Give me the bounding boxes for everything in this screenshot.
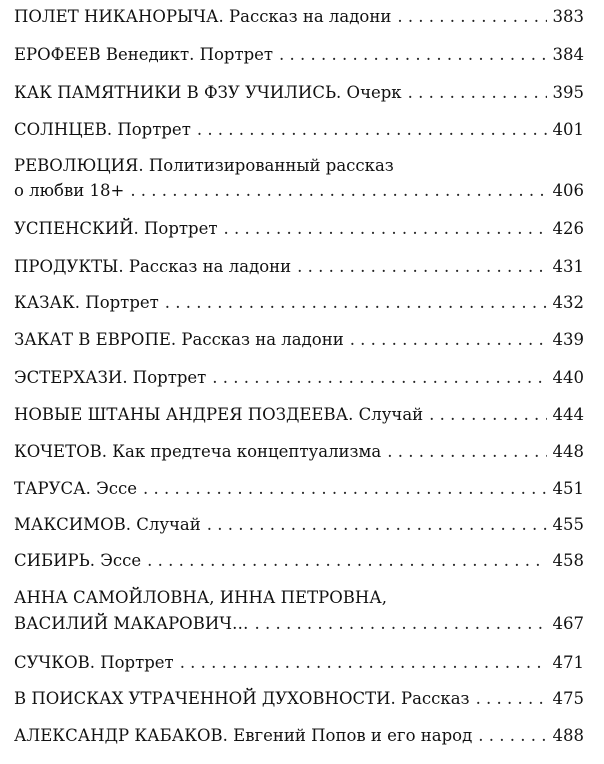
toc-entry-page: 444 bbox=[552, 405, 584, 424]
toc-entry-title: ПРОДУКТЫ. Рассказ на ладони bbox=[14, 257, 292, 276]
toc-entry-title: КОЧЕТОВ. Как предтеча концептуализма bbox=[14, 442, 382, 461]
toc-entry-title: о любви 18+ bbox=[14, 181, 125, 200]
toc-entry-page: 401 bbox=[552, 120, 584, 139]
toc-entry bbox=[14, 83, 584, 103]
dot-leader bbox=[254, 614, 546, 634]
dot-leader bbox=[143, 479, 546, 499]
toc-entry-title: ЭСТЕРХАЗИ. Портрет bbox=[14, 368, 207, 387]
toc-entry bbox=[14, 330, 584, 350]
dot-leader bbox=[212, 368, 546, 388]
toc-entry-page: 426 bbox=[552, 219, 584, 238]
toc-entry-title: СИБИРЬ. Эссе bbox=[14, 551, 142, 570]
toc-entry-page: 488 bbox=[552, 726, 584, 745]
toc-entry-title: КАЗАК. Портрет bbox=[14, 293, 159, 312]
toc-entry-page: 431 bbox=[552, 257, 584, 276]
toc-entry bbox=[14, 7, 584, 27]
toc-entry-title: СОЛНЦЕВ. Портрет bbox=[14, 120, 191, 139]
dot-leader bbox=[429, 405, 546, 425]
toc-entry-title: КАК ПАМЯТНИКИ В ФЗУ УЧИЛИСЬ. Очерк bbox=[14, 83, 402, 102]
toc-entry-page: 439 bbox=[552, 330, 584, 349]
toc-entry-title: МАКСИМОВ. Случай bbox=[14, 515, 201, 534]
toc-entry-page: 406 bbox=[552, 181, 584, 200]
toc-entry bbox=[14, 293, 584, 313]
dot-leader bbox=[279, 45, 546, 65]
toc-entry bbox=[14, 442, 584, 462]
toc-entry bbox=[14, 588, 584, 634]
toc-entry bbox=[14, 479, 584, 499]
toc-entry bbox=[14, 515, 584, 535]
dot-leader bbox=[397, 7, 546, 27]
toc-entry-page: 451 bbox=[552, 479, 584, 498]
dot-leader bbox=[165, 293, 547, 313]
dot-leader bbox=[387, 442, 546, 462]
toc-entry-page: 395 bbox=[552, 83, 584, 102]
toc-entry-title: АЛЕКСАНДР КАБАКОВ. Евгений Попов и его народ bbox=[14, 726, 473, 745]
toc-entry bbox=[14, 726, 584, 746]
dot-leader bbox=[476, 689, 547, 709]
toc-entry-title: СУЧКОВ. Портрет bbox=[14, 653, 174, 672]
dot-leader bbox=[207, 515, 547, 535]
toc-entry bbox=[14, 551, 584, 571]
toc-entry-title: В ПОИСКАХ УТРАЧЕННОЙ ДУХОВНОСТИ. Рассказ bbox=[14, 689, 470, 708]
toc-entry bbox=[14, 156, 584, 201]
toc-entry-title: ЕРОФЕЕВ Венедикт. Портрет bbox=[14, 45, 274, 64]
dot-leader bbox=[478, 726, 546, 746]
toc-entry-page: 458 bbox=[552, 551, 584, 570]
dot-leader bbox=[197, 120, 547, 140]
toc-entry-page: 448 bbox=[552, 442, 584, 461]
dot-leader bbox=[224, 219, 547, 239]
dot-leader bbox=[408, 83, 547, 103]
toc-entry-page: 384 bbox=[552, 45, 584, 64]
toc-entry-page: 471 bbox=[552, 653, 584, 672]
toc-entry-title: ТАРУСА. Эссе bbox=[14, 479, 138, 498]
toc-entry bbox=[14, 405, 584, 425]
toc-entry bbox=[14, 45, 584, 65]
toc-entry-title: УСПЕНСКИЙ. Портрет bbox=[14, 219, 218, 238]
toc-entry bbox=[14, 653, 584, 673]
toc-entry bbox=[14, 257, 584, 277]
dot-leader bbox=[147, 551, 546, 571]
toc-entry-title: ЗАКАТ В ЕВРОПЕ. Рассказ на ладони bbox=[14, 330, 344, 349]
toc-entry bbox=[14, 689, 584, 709]
toc-entry bbox=[14, 219, 584, 239]
toc-entry-page: 432 bbox=[552, 293, 584, 312]
toc-entry-page: 383 bbox=[552, 7, 584, 26]
toc-entry bbox=[14, 368, 584, 388]
dot-leader bbox=[180, 653, 547, 673]
toc-entry-title: ВАСИЛИЙ МАКАРОВИЧ… bbox=[14, 614, 249, 633]
toc-entry-page: 475 bbox=[552, 689, 584, 708]
toc-entry-page: 440 bbox=[552, 368, 584, 387]
toc-entry-title-line1: АННА САМОЙЛОВНА, ИННА ПЕТРОВНА, bbox=[14, 588, 387, 607]
toc-entry-page: 467 bbox=[552, 614, 584, 633]
toc-entry-page: 455 bbox=[552, 515, 584, 534]
toc-entry-title: ПОЛЕТ НИКАНОРЫЧА. Рассказ на ладони bbox=[14, 7, 392, 26]
toc-entry bbox=[14, 120, 584, 140]
toc-entry-title: НОВЫЕ ШТАНЫ АНДРЕЯ ПОЗДЕЕВА. Случай bbox=[14, 405, 424, 424]
dot-leader bbox=[297, 257, 546, 277]
dot-leader bbox=[130, 181, 546, 201]
dot-leader bbox=[350, 330, 547, 350]
toc-entry-title-line1: РЕВОЛЮЦИЯ. Политизированный рассказ bbox=[14, 156, 394, 175]
